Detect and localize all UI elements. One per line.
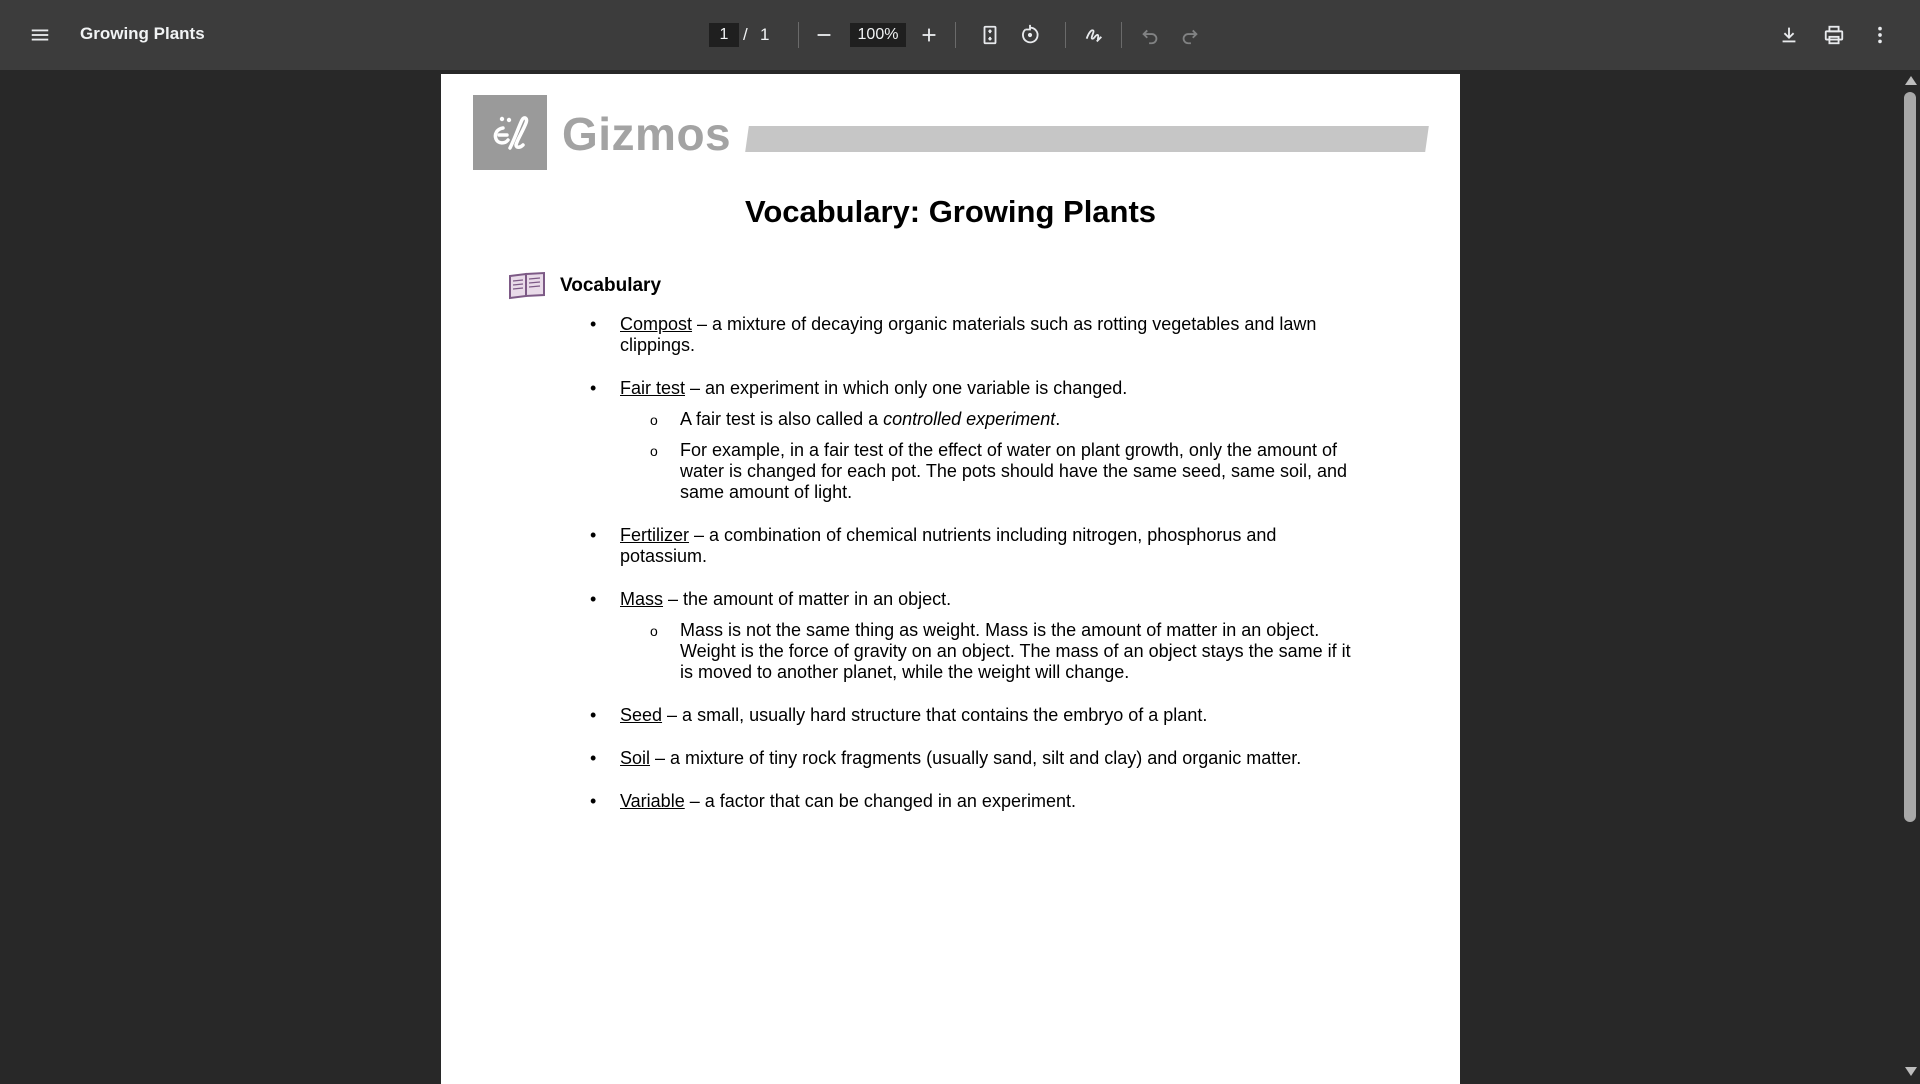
- vocabulary-term: Soil: [620, 748, 651, 768]
- download-icon: [1778, 24, 1800, 46]
- undo-icon: [1139, 24, 1161, 46]
- toolbar-divider: [798, 22, 799, 48]
- more-options-button[interactable]: [1862, 17, 1898, 53]
- vocabulary-term: Variable: [620, 791, 685, 811]
- sub-item-text: Mass is not the same thing as weight. Mass is the amount of matter in an object. Weight is the force of gravity on an object. The mass of an object stays the same if it is moved to another planet, while the weight will change.: [680, 620, 1351, 682]
- pdf-page: [441, 74, 1460, 1084]
- vocabulary-item: [620, 378, 1360, 503]
- vocabulary-list: [620, 314, 1360, 834]
- vocabulary-entry: [620, 378, 1360, 399]
- sub-item: [680, 440, 1360, 503]
- scroll-down-arrow[interactable]: [1905, 1067, 1917, 1076]
- annotate-icon: [1083, 24, 1105, 46]
- toolbar-divider: [1065, 22, 1066, 48]
- vocabulary-item: [620, 748, 1360, 769]
- redo-button[interactable]: [1172, 17, 1208, 53]
- fit-page-icon: [979, 24, 1001, 46]
- undo-button[interactable]: [1132, 17, 1168, 53]
- vocabulary-definition: – an experiment in which only one variable is changed.: [685, 378, 1128, 398]
- book-icon: [507, 270, 547, 300]
- vocabulary-entry: [620, 705, 1360, 726]
- vocabulary-entry: [620, 525, 1360, 567]
- page-number-input[interactable]: 1: [709, 23, 739, 47]
- vocabulary-term: Compost: [620, 314, 693, 334]
- sub-item-emphasis: controlled experiment: [883, 409, 1056, 429]
- menu-icon: [29, 24, 51, 46]
- print-icon: [1823, 24, 1845, 46]
- vocabulary-item: [620, 525, 1360, 567]
- zoom-level-input[interactable]: 100%: [850, 23, 906, 47]
- zoom-out-button[interactable]: [806, 17, 842, 53]
- vocabulary-entry: [620, 314, 1360, 356]
- brand-bar: [745, 126, 1429, 152]
- menu-button[interactable]: [22, 17, 58, 53]
- toolbar-divider: [955, 22, 956, 48]
- rotate-button[interactable]: [1012, 17, 1048, 53]
- vocabulary-term: Seed: [620, 705, 663, 725]
- vocabulary-definition: – a mixture of tiny rock fragments (usually sand, silt and clay) and organic matter.: [650, 748, 1302, 768]
- zoom-in-button[interactable]: [911, 17, 947, 53]
- vertical-scrollbar[interactable]: [1900, 70, 1920, 1080]
- vocabulary-term: Fertilizer: [620, 525, 690, 545]
- sub-item-text: A fair test is also called a: [680, 409, 884, 429]
- sub-item: [680, 620, 1360, 683]
- page-separator: /: [743, 25, 748, 44]
- vocabulary-definition: – a factor that can be changed in an experiment.: [684, 791, 1076, 811]
- vocabulary-item: [620, 705, 1360, 726]
- toolbar-divider: [1121, 22, 1122, 48]
- rotate-icon: [1019, 24, 1041, 46]
- redo-icon: [1179, 24, 1201, 46]
- pdf-viewer[interactable]: [0, 70, 1920, 1080]
- vocabulary-definition: – a mixture of decaying organic materials such as rotting vegetables and lawn clippings.: [620, 314, 1317, 355]
- zoom-in-icon: [918, 24, 940, 46]
- vocabulary-definition: – a small, usually hard structure that contains the embryo of a plant.: [662, 705, 1208, 725]
- more-icon: [1869, 24, 1891, 46]
- section-title: Vocabulary: [560, 275, 662, 296]
- gizmos-logo-icon: [485, 108, 535, 158]
- download-button[interactable]: [1771, 17, 1807, 53]
- fit-page-button[interactable]: [972, 17, 1008, 53]
- sub-item: [680, 409, 1360, 430]
- sub-list: [680, 409, 1360, 503]
- pdf-toolbar: [0, 0, 1920, 70]
- gizmos-logo: [473, 95, 547, 170]
- page-total: 1: [760, 25, 770, 44]
- vocabulary-entry: [620, 748, 1360, 769]
- vocabulary-term: Fair test: [620, 378, 686, 398]
- vocabulary-entry: [620, 791, 1360, 812]
- vocabulary-term: Mass: [620, 589, 664, 609]
- vocabulary-item: [620, 589, 1360, 683]
- vocabulary-item: [620, 791, 1360, 812]
- document-title: Growing Plants: [80, 24, 205, 43]
- vocabulary-definition: – the amount of matter in an object.: [663, 589, 952, 609]
- vocabulary-entry: [620, 589, 1360, 610]
- print-button[interactable]: [1816, 17, 1852, 53]
- document-heading: Vocabulary: Growing Plants: [744, 194, 1157, 229]
- annotate-button[interactable]: [1076, 17, 1112, 53]
- vocabulary-definition: – a combination of chemical nutrients including nitrogen, phosphorus and potassium.: [620, 525, 1277, 566]
- vocabulary-item: [620, 314, 1360, 356]
- brand-name: Gizmos: [562, 108, 732, 160]
- sub-item-tail: .: [1055, 409, 1061, 429]
- scroll-thumb[interactable]: [1904, 92, 1916, 822]
- sub-list: [680, 620, 1360, 683]
- sub-item-text: For example, in a fair test of the effect of water on plant growth, only the amount of water is changed for each pot. The pots should have the same seed, same soil, and same amount of light.: [680, 440, 1348, 502]
- zoom-out-icon: [813, 24, 835, 46]
- scroll-up-arrow[interactable]: [1905, 76, 1917, 85]
